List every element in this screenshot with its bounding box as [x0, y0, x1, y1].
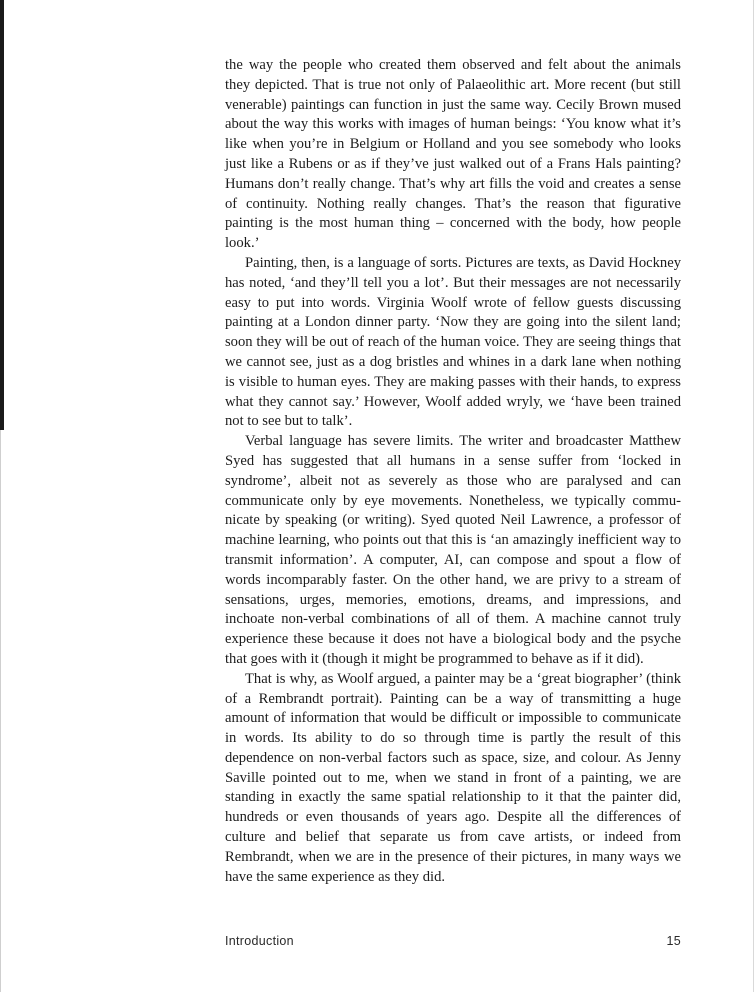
page-gutter-line: [0, 430, 1, 992]
paragraph-3: Verbal language has severe limits. The writer and broadcaster Matthew Syed has suggested that all humans in a sense suffer from ‘locked in syndrome’, albeit not as severely as those who are paralysed and can communicate only by eye movements. Nonetheless, we typically communicate by speaking (or writing). Syed quoted Neil Lawrence, a professor of machine learning, who points out that this is ‘an amazingly inefficient way to transmit information’. A computer, AI, can compose and spout a flow of words incomparably faster. On the other hand, we are privy to a stream of sensations, urges, memories, emotions, dreams, and impressions, and inchoate non-verbal combinations of all of them. A machine cannot truly experience these because it does not have a biological body and the psyche that goes with it (though it might be programmed to behave as if it did).: [225, 433, 681, 667]
paragraph-1: the way the people who created them observed and felt about the animals they depicted. That is true not only of Palaeolithic art. More recent (but still venerable) paintings can function in just the same way. Cecily Brown mused about the way this works with images of human beings: ‘You know what it’s like when you’re in Belgium or Holland and you see somebody who looks just like a Rubens or as if they’ve just walked out of a Frans Hals painting? Humans don’t really change. That’s why art fills the void and creates a sense of continuity. Nothing really changes. That’s the reason that figurative painting is the most human thing – concerned with the body, how people look.’: [225, 57, 681, 252]
paragraph-2: Painting, then, is a language of sorts. Pictures are texts, as David Hockney has noted, ‘and they’ll tell you a lot’. But their messages are not necessarily easy to put into words. Virginia Woolf wrote of fellow guests discussing painting at a London dinner party. ‘Now they are going into the silent land; soon they will be out of reach of the human voice. They are seeing things that we cannot see, just as a dog bristles and whines in a dark lane when nothing is visible to human eyes. They are making passes with their hands, to express what they cannot say.’ However, Woolf added wryly, we ‘have been trained not to see but to talk’.: [225, 254, 681, 430]
paragraph-4: That is why, as Woolf argued, a painter may be a ‘great biographer’ (think of a Rembrandt portrait). Painting can be a way of transmitting a huge amount of information that would be difficult or impossible to communicate in words. Its ability to do so through time is partly the result of this dependence on non-verbal factors such as space, size, and colour. As Jenny Saville pointed out to me, when we stand in front of a painting, we are standing in exactly the same spatial relationship to it that the painter did, hundreds or even thousands of years ago. Despite all the differences of culture and belief that separate us from cave artists, or indeed from Rembrandt, when we are in the presence of their pictures, in many ways we have the same experience as they did.: [225, 670, 681, 885]
adjacent-page-edge: [0, 0, 4, 430]
running-head: Introduction: [225, 934, 294, 948]
body-text: [225, 56, 681, 887]
page-number: 15: [666, 934, 681, 948]
